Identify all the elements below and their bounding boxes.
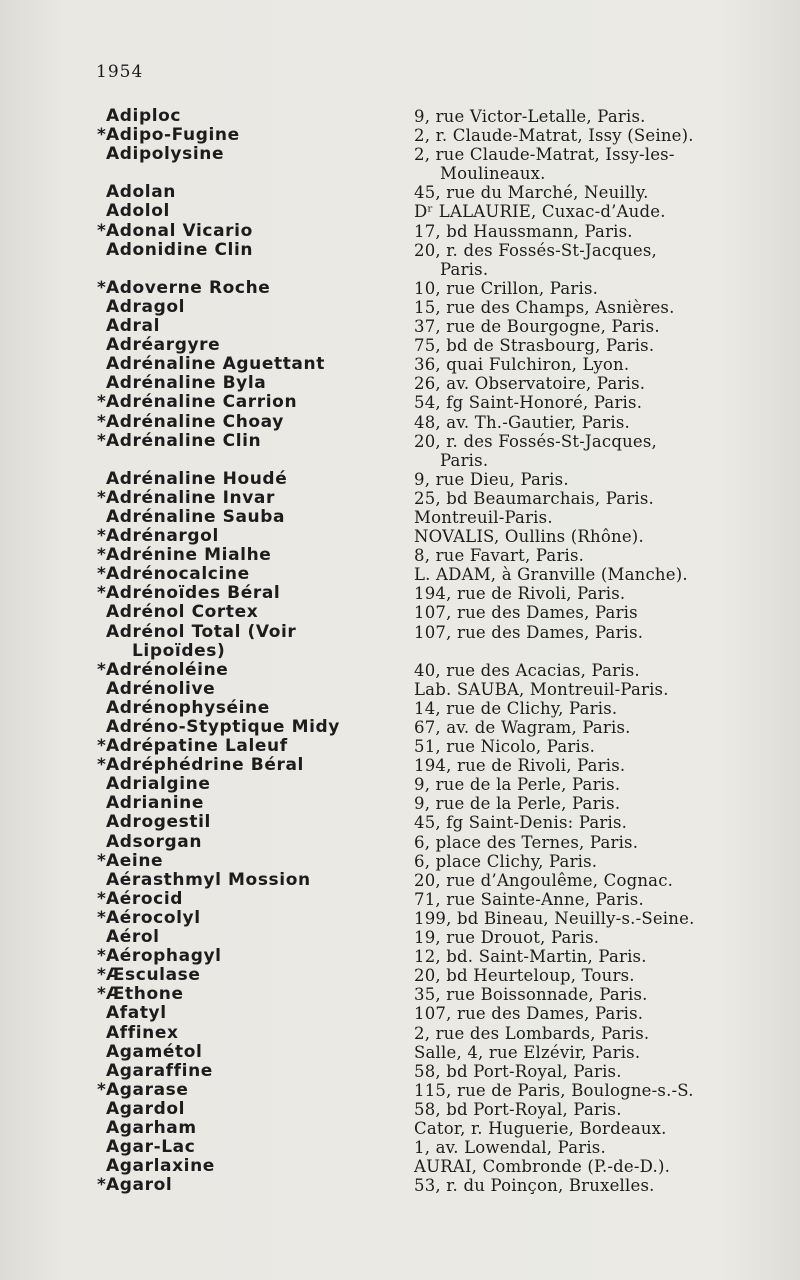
- product-name-text: Adrénaline Carrion: [106, 392, 298, 413]
- product-name-text: Adipolysine: [106, 144, 225, 165]
- address-text: 26, av. Observatoire, Paris.: [414, 374, 646, 394]
- page-number: 1954: [96, 62, 144, 82]
- directory-entry: [0, 813, 800, 832]
- address-text: 2, rue des Lombards, Paris.: [414, 1023, 650, 1043]
- product-name: [0, 355, 410, 374]
- product-name-text: Adréphédrine Béral: [106, 755, 304, 776]
- product-name-continuation: Lipoïdes): [132, 640, 226, 661]
- manufacturer-address: [410, 222, 770, 241]
- product-name-text: Adrénaline Choay: [106, 411, 284, 432]
- manufacturer-address: [410, 432, 770, 470]
- manufacturer-address: [410, 1024, 770, 1043]
- address-text: 17, bd Haussmann, Paris.: [414, 221, 633, 241]
- directory-entry: [0, 833, 800, 852]
- directory-entry: [0, 680, 800, 699]
- manufacturer-address: [410, 145, 770, 183]
- directory-entry: [0, 393, 800, 412]
- directory-entry: [0, 775, 800, 794]
- product-name: [0, 317, 410, 336]
- directory-entry: [0, 546, 800, 565]
- product-name: [0, 202, 410, 221]
- asterisk-marker: *: [97, 430, 107, 451]
- address-text: 37, rue de Bourgogne, Paris.: [414, 317, 660, 337]
- address-text: 67, av. de Wagram, Paris.: [414, 718, 631, 737]
- directory-entry: [0, 1062, 800, 1081]
- product-name: [0, 546, 410, 565]
- address-text: Montreuil-Paris.: [414, 507, 553, 527]
- manufacturer-address: [410, 680, 770, 699]
- manufacturer-address: [410, 623, 770, 642]
- manufacturer-address: [410, 374, 770, 393]
- directory-entry: [0, 202, 800, 221]
- manufacturer-address: [410, 1062, 770, 1081]
- product-name-text: Adipo-Fugine: [106, 125, 240, 146]
- manufacturer-address: [410, 565, 770, 584]
- manufacturer-address: [410, 947, 770, 966]
- product-name-text: Agardol: [106, 1098, 186, 1119]
- asterisk-marker: *: [97, 965, 107, 986]
- manufacturer-address: [410, 852, 770, 871]
- address-text: 9, rue de la Perle, Paris.: [414, 794, 621, 814]
- product-name: [0, 756, 410, 775]
- manufacturer-address: [410, 699, 770, 718]
- manufacturer-address: [410, 966, 770, 985]
- product-name: [0, 871, 410, 890]
- manufacturer-address: [410, 756, 770, 775]
- directory-entry: [0, 470, 800, 489]
- address-text: L. ADAM, à Granville (Manche).: [414, 565, 688, 585]
- product-name: [0, 336, 410, 355]
- product-name: [0, 145, 410, 164]
- manufacturer-address: [410, 1138, 770, 1157]
- directory-entry: [0, 718, 800, 737]
- address-continuation: 107, rue des Dames, Paris.: [414, 622, 644, 642]
- asterisk-marker: *: [97, 755, 107, 776]
- address-text: 1, av. Lowendal, Paris.: [414, 1138, 606, 1158]
- directory-entry: [0, 1119, 800, 1138]
- directory-entry: [0, 737, 800, 756]
- product-name: [0, 909, 410, 928]
- product-name: [0, 1100, 410, 1119]
- product-name: [0, 1138, 410, 1157]
- address-text: 115, rue de Paris, Boulogne-s.-S.: [414, 1080, 694, 1100]
- directory-entry: [0, 126, 800, 145]
- asterisk-marker: *: [97, 946, 107, 967]
- address-text: Lab. SAUBA, Montreuil-Paris.: [414, 679, 669, 699]
- manufacturer-address: [410, 890, 770, 909]
- product-name-text: Adrénophyséine: [106, 697, 270, 718]
- manufacturer-address: [410, 546, 770, 565]
- product-name: [0, 241, 410, 260]
- asterisk-marker: *: [97, 392, 107, 413]
- product-name-text: Adréno-Styptique Midy: [106, 717, 340, 737]
- manufacturer-address: [410, 813, 770, 832]
- address-text: 58, bd Port-Royal, Paris.: [414, 1099, 622, 1119]
- directory-entry: [0, 527, 800, 546]
- asterisk-marker: *: [97, 888, 107, 909]
- product-name-text: Adrénaline Invar: [106, 487, 275, 508]
- manufacturer-address: [410, 107, 770, 126]
- directory-entry: [0, 565, 800, 584]
- directory-entry: [0, 699, 800, 718]
- product-name-text: Adrénine Mialhe: [106, 545, 272, 566]
- product-name-text: Aérol: [106, 927, 160, 948]
- manufacturer-address: [410, 126, 770, 145]
- product-name: [0, 775, 410, 794]
- manufacturer-address: [410, 393, 770, 412]
- address-text: 53, r. du Poinçon, Bruxelles.: [414, 1176, 655, 1196]
- product-name: [0, 1043, 410, 1062]
- product-name-text: Aérocolyl: [106, 907, 201, 928]
- product-name-text: Adragol: [106, 296, 186, 317]
- product-name-text: Adrogestil: [106, 812, 211, 833]
- address-text: 45, rue du Marché, Neuilly.: [414, 183, 649, 203]
- manufacturer-address: [410, 928, 770, 947]
- product-name-text: Adrénaline Byla: [106, 373, 267, 394]
- product-name-text: Adrénoléine: [106, 659, 229, 680]
- directory-entry: [0, 432, 800, 470]
- product-name-text: Adsorgan: [106, 831, 203, 852]
- manufacturer-address: [410, 508, 770, 527]
- address-text: 194, rue de Rivoli, Paris.: [414, 756, 626, 776]
- manufacturer-address: [410, 489, 770, 508]
- product-name-text: Affinex: [106, 1022, 179, 1043]
- manufacturer-address: [410, 1176, 770, 1195]
- directory-entry: [0, 1138, 800, 1157]
- manufacturer-address: [410, 603, 770, 622]
- product-name-text: Adral: [106, 316, 161, 337]
- product-name-text: Adrénol Cortex: [106, 602, 259, 623]
- product-name: [0, 699, 410, 718]
- product-name: [0, 565, 410, 584]
- directory-entry: [0, 985, 800, 1004]
- product-name: [0, 966, 410, 985]
- product-name: [0, 489, 410, 508]
- product-name-text: Adrénaline Sauba: [106, 506, 286, 527]
- asterisk-marker: *: [97, 125, 107, 146]
- product-name: [0, 413, 410, 432]
- address-text: 2, rue Claude-Matrat, Issy-les-: [414, 145, 675, 165]
- product-name-text: Adrialgine: [106, 774, 211, 795]
- product-name: [0, 508, 410, 527]
- product-name-text: Agarol: [106, 1175, 173, 1196]
- manufacturer-address: [410, 470, 770, 489]
- directory-entry: [0, 928, 800, 947]
- address-text: Cator, r. Huguerie, Bordeaux.: [414, 1118, 667, 1138]
- address-text: 6, place Clichy, Paris.: [414, 851, 598, 871]
- manufacturer-address: [410, 355, 770, 374]
- product-name: [0, 813, 410, 832]
- directory-entry: [0, 298, 800, 317]
- product-name: [0, 928, 410, 947]
- manufacturer-address: [410, 298, 770, 317]
- asterisk-marker: *: [97, 526, 107, 547]
- directory-entry: [0, 966, 800, 985]
- product-name: [0, 718, 410, 737]
- directory-entry: [0, 603, 800, 622]
- address-text: 51, rue Nicolo, Paris.: [414, 737, 596, 757]
- entry-list: [0, 107, 800, 1195]
- product-name-text: Adiploc: [106, 106, 182, 126]
- manufacturer-address: [410, 1004, 770, 1023]
- manufacturer-address: [410, 241, 770, 279]
- product-name-text: Agaraffine: [106, 1060, 213, 1081]
- product-name: [0, 107, 410, 126]
- product-name-text: Adrénaline Clin: [106, 430, 262, 451]
- product-name-text: Agarham: [106, 1117, 197, 1138]
- address-text: 107, rue des Dames, Paris: [414, 603, 638, 623]
- product-name: [0, 852, 410, 871]
- directory-entry: [0, 871, 800, 890]
- address-text: 19, rue Drouot, Paris.: [414, 928, 600, 948]
- asterisk-marker: *: [97, 220, 107, 241]
- address-text: 6, place des Ternes, Paris.: [414, 832, 639, 852]
- directory-entry: [0, 279, 800, 298]
- address-text: Dʳ LALAURIE, Cuxac-d’Aude.: [414, 202, 666, 222]
- product-name-text: Adolol: [106, 201, 170, 222]
- directory-entry: [0, 1081, 800, 1100]
- address-text: 35, rue Boissonnade, Paris.: [414, 985, 648, 1005]
- address-text: 14, rue de Clichy, Paris.: [414, 698, 618, 718]
- asterisk-marker: *: [97, 850, 107, 871]
- product-name-text: Adrénaline Aguettant: [106, 354, 325, 375]
- product-name-text: Adréargyre: [106, 335, 221, 356]
- asterisk-marker: *: [97, 564, 107, 585]
- manufacturer-address: [410, 794, 770, 813]
- address-text: 12, bd. Saint-Martin, Paris.: [414, 947, 647, 967]
- manufacturer-address: [410, 1081, 770, 1100]
- directory-entry: [0, 355, 800, 374]
- product-name-text: Agamétol: [106, 1041, 203, 1062]
- directory-entry: [0, 1157, 800, 1176]
- product-name: [0, 1004, 410, 1023]
- product-name-text: Aeine: [106, 850, 164, 871]
- directory-entry: [0, 947, 800, 966]
- product-name: [0, 222, 410, 241]
- product-name-text: Adrénol Total (Voir: [106, 621, 297, 642]
- manufacturer-address: [410, 718, 770, 737]
- product-name-text: Agarlaxine: [106, 1156, 215, 1177]
- address-text: 10, rue Crillon, Paris.: [414, 278, 599, 298]
- asterisk-marker: *: [97, 545, 107, 566]
- product-name: [0, 374, 410, 393]
- product-name: [0, 1176, 410, 1195]
- product-name: [0, 470, 410, 489]
- product-name-text: Adrénaline Houdé: [106, 468, 288, 489]
- manufacturer-address: [410, 1119, 770, 1138]
- manufacturer-address: [410, 775, 770, 794]
- address-text: 15, rue des Champs, Asnières.: [414, 297, 675, 317]
- address-text: 45, fg Saint-Denis: Paris.: [414, 813, 628, 833]
- address-continuation: Paris.: [440, 259, 489, 279]
- address-text: 40, rue des Acacias, Paris.: [414, 660, 640, 680]
- asterisk-marker: *: [97, 659, 107, 680]
- address-text: 36, quai Fulchiron, Lyon.: [414, 355, 630, 375]
- manufacturer-address: [410, 183, 770, 202]
- directory-entry: [0, 1004, 800, 1023]
- asterisk-marker: *: [97, 583, 107, 604]
- address-text: NOVALIS, Oullins (Rhône).: [414, 527, 644, 547]
- directory-entry: [0, 508, 800, 527]
- manufacturer-address: [410, 279, 770, 298]
- product-name: [0, 890, 410, 909]
- product-name-text: Agarase: [106, 1079, 189, 1100]
- asterisk-marker: *: [97, 736, 107, 757]
- address-text: 54, fg Saint-Honoré, Paris.: [414, 393, 643, 413]
- product-name: [0, 603, 410, 622]
- product-name: [0, 298, 410, 317]
- asterisk-marker: *: [97, 1079, 107, 1100]
- directory-entry: [0, 1024, 800, 1043]
- product-name: [0, 1157, 410, 1176]
- directory-entry: [0, 794, 800, 813]
- product-name-text: Adrénolive: [106, 678, 216, 699]
- directory-entry: [0, 661, 800, 680]
- address-text: 25, bd Beaumarchais, Paris.: [414, 488, 654, 508]
- product-name: [0, 947, 410, 966]
- directory-entry: [0, 1100, 800, 1119]
- address-text: 20, bd Heurteloup, Tours.: [414, 966, 635, 986]
- product-name: [0, 661, 410, 680]
- manufacturer-address: [410, 1100, 770, 1119]
- product-name-text: Afatyl: [106, 1003, 167, 1024]
- product-name-text: Aérophagyl: [106, 946, 222, 967]
- product-name: [0, 737, 410, 756]
- asterisk-marker: *: [97, 487, 107, 508]
- address-text: 20, rue d’Angoulême, Cognac.: [414, 870, 674, 890]
- address-text: 71, rue Sainte-Anne, Paris.: [414, 889, 644, 909]
- asterisk-marker: *: [97, 1175, 107, 1196]
- address-continuation: Paris.: [440, 450, 489, 470]
- asterisk-marker: *: [97, 277, 107, 298]
- product-name: [0, 279, 410, 298]
- directory-entry: [0, 890, 800, 909]
- product-name-text: Aérasthmyl Mossion: [106, 869, 311, 890]
- manufacturer-address: [410, 527, 770, 546]
- product-name-text: Æthone: [106, 984, 184, 1005]
- product-name-text: Agar-Lac: [106, 1137, 196, 1158]
- product-name-text: Adrénocalcine: [106, 564, 250, 585]
- directory-entry: [0, 145, 800, 183]
- product-name-text: Adonal Vicario: [106, 220, 253, 241]
- manufacturer-address: [410, 1043, 770, 1062]
- product-name: [0, 393, 410, 412]
- address-text: AURAI, Combronde (P.-de-D.).: [414, 1157, 671, 1177]
- product-name: [0, 1081, 410, 1100]
- address-text: 9, rue Dieu, Paris.: [414, 469, 569, 489]
- manufacturer-address: [410, 985, 770, 1004]
- product-name-text: Adrénoïdes Béral: [106, 583, 281, 604]
- directory-entry: [0, 107, 800, 126]
- product-name-text: Adrianine: [106, 793, 204, 814]
- address-text: 48, av. Th.-Gautier, Paris.: [414, 412, 630, 432]
- manufacturer-address: [410, 737, 770, 756]
- address-text: Salle, 4, rue Elzévir, Paris.: [414, 1042, 641, 1062]
- product-name: [0, 126, 410, 145]
- product-name-text: Adrénargol: [106, 526, 219, 547]
- manufacturer-address: [410, 1157, 770, 1176]
- product-name: [0, 432, 410, 451]
- directory-entry: [0, 317, 800, 336]
- directory-entry: [0, 336, 800, 355]
- directory-entry: [0, 756, 800, 775]
- address-text: 20, r. des Fossés-St-Jacques,: [414, 431, 657, 451]
- product-name-text: Æsculase: [106, 965, 201, 986]
- product-name: [0, 1062, 410, 1081]
- directory-entry: [0, 413, 800, 432]
- address-text: 8, rue Favart, Paris.: [414, 546, 585, 566]
- manufacturer-address: [410, 871, 770, 890]
- product-name-text: Aérocid: [106, 888, 184, 909]
- address-text: 58, bd Port-Royal, Paris.: [414, 1061, 622, 1081]
- directory-entry: [0, 1043, 800, 1062]
- directory-entry: [0, 183, 800, 202]
- product-name-text: Adolan: [106, 182, 177, 203]
- manufacturer-address: [410, 336, 770, 355]
- manufacturer-address: [410, 833, 770, 852]
- asterisk-marker: *: [97, 984, 107, 1005]
- product-name: [0, 183, 410, 202]
- directory-entry: [0, 241, 800, 279]
- directory-entry: [0, 489, 800, 508]
- product-name: [0, 680, 410, 699]
- product-name: [0, 1024, 410, 1043]
- address-text: 9, rue Victor-Letalle, Paris.: [414, 107, 646, 126]
- address-text: 75, bd de Strasbourg, Paris.: [414, 336, 655, 356]
- address-text: 20, r. des Fossés-St-Jacques,: [414, 240, 657, 260]
- directory-entry: [0, 909, 800, 928]
- manufacturer-address: [410, 317, 770, 336]
- address-text: 2, r. Claude-Matrat, Issy (Seine).: [414, 126, 694, 146]
- directory-entry: [0, 222, 800, 241]
- address-text: 194, rue de Rivoli, Paris.: [414, 584, 626, 604]
- address-continuation: Moulineaux.: [440, 164, 546, 184]
- product-name: [0, 623, 410, 661]
- directory-entry: [0, 374, 800, 393]
- address-text: 9, rue de la Perle, Paris.: [414, 775, 621, 795]
- asterisk-marker: *: [97, 907, 107, 928]
- product-name: [0, 584, 410, 603]
- directory-entry: [0, 623, 800, 661]
- directory-entry: [0, 584, 800, 603]
- asterisk-marker: *: [97, 411, 107, 432]
- address-text: 107, rue des Dames, Paris.: [414, 1004, 644, 1024]
- product-name: [0, 527, 410, 546]
- directory-entry: [0, 852, 800, 871]
- manufacturer-address: [410, 202, 770, 221]
- product-name: [0, 985, 410, 1004]
- product-name-text: Adoverne Roche: [106, 277, 271, 298]
- manufacturer-address: [410, 413, 770, 432]
- directory-entry: [0, 1176, 800, 1195]
- product-name-text: Adrépatine Laleuf: [106, 736, 288, 757]
- manufacturer-address: [410, 661, 770, 680]
- address-text: 199, bd Bineau, Neuilly-s.-Seine.: [414, 908, 695, 928]
- product-name: [0, 1119, 410, 1138]
- product-name: [0, 794, 410, 813]
- manufacturer-address: [410, 584, 770, 603]
- product-name-text: Adonidine Clin: [106, 239, 254, 260]
- manufacturer-address: [410, 909, 770, 928]
- product-name: [0, 833, 410, 852]
